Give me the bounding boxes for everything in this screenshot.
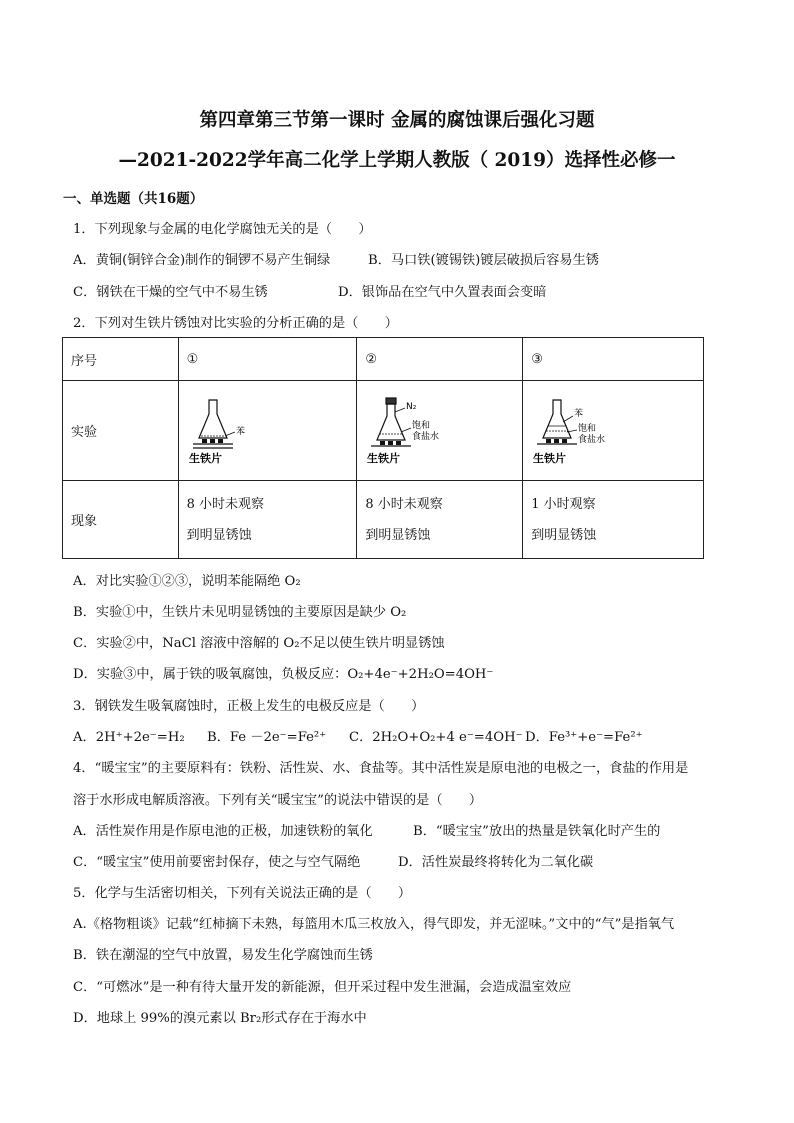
section-heading: 一、单选题（共16题） <box>63 191 204 207</box>
experiment-1-cell <box>178 381 357 481</box>
label-benzene: 苯 <box>235 426 245 437</box>
label-brine: 食盐水 <box>412 431 440 442</box>
q5-option-c: C．“可燃冰”是一种有待大量开发的新能源，但开采过程中发生泄漏，会造成温室效应 <box>73 980 572 995</box>
observation-1-line-2: 到明显锈蚀 <box>186 527 252 543</box>
q1-option-c: C．钢铁在干燥的空气中不易生锈 <box>73 285 268 300</box>
observation-2-line-1: 8 小时未观察 <box>365 496 443 512</box>
q4-option-b: B．“暖宝宝”放出的热量是铁氧化时产生的 <box>413 824 661 839</box>
observation-3-line-1: 1 小时观察 <box>531 496 596 512</box>
q5-option-b: B．铁在潮湿的空气中放置，易发生化学腐蚀而生锈 <box>73 948 373 963</box>
observation-3 <box>523 481 704 559</box>
q4-stem-line-2: 溶于水形成电解质溶液。下列有关“暖宝宝”的说法中错误的是（ ） <box>73 793 483 808</box>
experiment-2-cell <box>357 381 523 481</box>
row-label-experiment: 实验 <box>63 381 179 481</box>
label-iron-plate: 生铁片 <box>188 451 222 465</box>
experiment-3-cell <box>523 381 704 481</box>
label-benzene: 苯 <box>574 408 584 419</box>
q4-option-a: A．活性炭作用是作原电池的正极，加速铁粉的氧化 <box>73 824 373 839</box>
q1-option-d: D．银饰品在空气中久置表面会变暗 <box>338 285 547 300</box>
observation-2 <box>357 481 523 559</box>
q2-option-d: D．实验③中，属于铁的吸氧腐蚀，负极反应：O₂+4e⁻+2H₂O=4OH⁻ <box>73 667 494 682</box>
column-header-2: ② <box>357 338 523 381</box>
experiment-table <box>62 337 704 559</box>
q3-option-b: B．Fe －2e⁻=Fe²⁺ <box>207 730 327 745</box>
label-brine: 食盐水 <box>578 434 606 445</box>
table-row <box>63 481 704 559</box>
q4-option-d: D．活性炭最终将转化为二氧化碳 <box>398 855 594 870</box>
q2-option-a: A．对比实验①②③，说明苯能隔绝 O₂ <box>73 574 301 589</box>
flask-benzene-diagram <box>187 396 307 466</box>
q2-stem: 2．下列对生铁片锈蚀对比实验的分析正确的是（ ） <box>73 316 398 331</box>
q5-stem: 5．化学与生活密切相关，下列有关说法正确的是（ ） <box>73 886 412 901</box>
observation-3-line-2: 到明显锈蚀 <box>531 527 597 543</box>
q3-option-d: D．Fe³⁺+e⁻=Fe²⁺ <box>525 730 643 745</box>
observation-2-line-2: 到明显锈蚀 <box>365 527 431 543</box>
q5-option-a: A.《格物粗谈》记载“红柿摘下未熟，每篮用木瓜三枚放入，得气即发，并无涩味。”文中的“气”是指氧气 <box>73 917 675 932</box>
q3-option-a: A．2H⁺+2e⁻=H₂ <box>73 730 185 745</box>
table-row <box>63 381 704 481</box>
title-line-2: —2021-2022学年高二化学上学期人教版（ 2019）选择性必修一 <box>118 150 676 171</box>
label-iron-plate: 生铁片 <box>533 451 567 465</box>
observation-1-line-1: 8 小时未观察 <box>186 496 264 512</box>
flask-benzene-brine-diagram <box>531 396 651 466</box>
row-label-observation: 现象 <box>63 481 179 559</box>
q3-stem: 3．钢铁发生吸氧腐蚀时，正极上发生的电极反应是（ ） <box>73 699 425 714</box>
q4-stem-line-1: 4．“暖宝宝”的主要原料有：铁粉、活性炭、水、食盐等。其中活性炭是原电池的电极之一，食盐的作用是 <box>73 761 689 776</box>
flask-nitrogen-brine-diagram <box>365 396 485 466</box>
row-label-number: 序号 <box>63 338 179 381</box>
q5-option-d: D．地球上 99%的溴元素以 Br₂形式存在于海水中 <box>73 1011 367 1026</box>
q4-option-c: C．“暖宝宝”使用前要密封保存，使之与空气隔绝 <box>73 855 361 870</box>
q3-option-c: C．2H₂O+O₂+4 e⁻=4OH⁻ <box>349 730 523 745</box>
q2-option-b: B．实验①中，生铁片未见明显锈蚀的主要原因是缺少 O₂ <box>73 605 407 620</box>
column-header-1: ① <box>178 338 357 381</box>
q1-option-b: B．马口铁(镀锡铁)镀层破损后容易生锈 <box>368 253 599 268</box>
label-saturated: 饱和 <box>412 420 431 431</box>
column-header-3: ③ <box>523 338 704 381</box>
label-saturated: 饱和 <box>578 423 597 434</box>
observation-1 <box>178 481 357 559</box>
table-row <box>63 338 704 381</box>
label-nitrogen: N₂ <box>406 401 417 412</box>
q1-option-a: A．黄铜(铜锌合金)制作的铜锣不易产生铜绿 <box>73 253 331 268</box>
q2-option-c: C．实验②中，NaCl 溶液中溶解的 O₂不足以使生铁片明显锈蚀 <box>73 636 445 651</box>
title-line-1: 第四章第三节第一课时 金属的腐蚀课后强化习题 <box>199 110 595 131</box>
q1-stem: 1．下列现象与金属的电化学腐蚀无关的是（ ） <box>73 222 372 237</box>
label-iron-plate: 生铁片 <box>367 451 401 465</box>
